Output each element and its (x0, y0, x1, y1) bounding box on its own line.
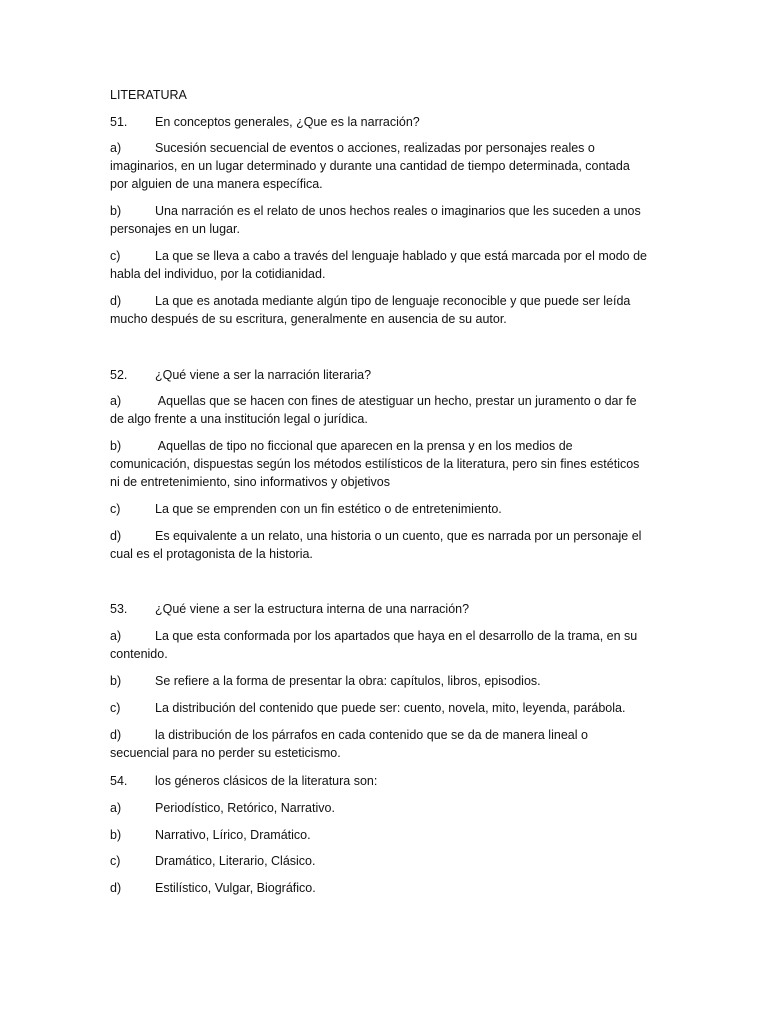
option-letter: b) (110, 828, 122, 842)
option-53-a-line-2 (110, 645, 662, 663)
option-line: personajes en un lugar. (110, 222, 240, 236)
option-line: Estilístico, Vulgar, Biográfico. (155, 881, 316, 895)
option-line: Narrativo, Lírico, Dramático. (155, 828, 311, 842)
question-51 (110, 113, 662, 131)
option-letter: b) (110, 204, 122, 218)
option-letter: d) (110, 881, 122, 895)
option-51-a-line-3 (110, 175, 662, 193)
option-letter: c) (110, 249, 121, 263)
option-line: por alguien de una manera específica. (110, 177, 323, 191)
option-53-c (110, 699, 662, 717)
option-51-b (110, 202, 662, 220)
option-line: Aquellas de tipo no ficcional que aparecen en la prensa y en los medios de (155, 439, 573, 453)
question-53 (110, 600, 662, 618)
option-52-d (110, 527, 662, 545)
question-number: 51. (110, 115, 128, 129)
option-letter: a) (110, 141, 122, 155)
option-line: Se refiere a la forma de presentar la obra: capítulos, libros, episodios. (155, 674, 541, 688)
option-line: La que es anotada mediante algún tipo de lenguaje reconocible y que puede ser leída (155, 294, 631, 308)
option-line: Es equivalente a un relato, una historia o un cuento, que es narrada por un personaje el (155, 529, 642, 543)
option-letter: d) (110, 728, 122, 742)
option-52-a-line-2 (110, 410, 662, 428)
option-line: La que se lleva a cabo a través del lenguaje hablado y que está marcada por el modo de (155, 249, 647, 263)
option-line: cual es el protagonista de la historia. (110, 547, 313, 561)
option-letter: a) (110, 629, 122, 643)
option-52-b-line-3 (110, 473, 662, 491)
option-line: contenido. (110, 647, 168, 661)
question-text: ¿Qué viene a ser la estructura interna de una narración? (155, 602, 470, 616)
option-letter: b) (110, 439, 122, 453)
option-52-b-line-2 (110, 455, 662, 473)
option-line: ni de entretenimiento, sino informativos y objetivos (110, 475, 391, 489)
option-letter: c) (110, 502, 121, 516)
option-53-d-line-2 (110, 744, 662, 762)
option-letter: b) (110, 674, 122, 688)
question-54 (110, 772, 662, 790)
option-54-a (110, 799, 662, 817)
option-53-a (110, 627, 662, 645)
option-52-b (110, 437, 662, 455)
question-text: los géneros clásicos de la literatura son: (155, 774, 378, 788)
option-line: Periodístico, Retórico, Narrativo. (155, 801, 335, 815)
option-line: de algo frente a una institución legal o jurídica. (110, 412, 368, 426)
option-line: Aquellas que se hacen con fines de atestiguar un hecho, prestar un juramento o dar fe (155, 394, 637, 408)
option-line: comunicación, dispuestas según los métodos estilísticos de la literatura, pero sin fines estéticos (110, 457, 640, 471)
option-line: la distribución de los párrafos en cada contenido que se da de manera lineal o (155, 728, 588, 742)
question-text: En conceptos generales, ¿Que es la narración? (155, 115, 420, 129)
question-number: 54. (110, 774, 128, 788)
option-51-d-line-2 (110, 310, 662, 328)
option-51-d (110, 292, 662, 310)
option-51-a (110, 139, 662, 157)
option-52-c (110, 500, 662, 518)
option-letter: a) (110, 394, 122, 408)
option-letter: c) (110, 854, 121, 868)
option-line: Una narración es el relato de unos hechos reales o imaginarios que les suceden a unos (155, 204, 641, 218)
option-52-a (110, 392, 662, 410)
option-line: La distribución del contenido que puede ser: cuento, novela, mito, leyenda, parábola. (155, 701, 626, 715)
question-52 (110, 366, 662, 384)
option-line: imaginarios, en un lugar determinado y durante una cantidad de tiempo determinada, contada (110, 159, 630, 173)
option-letter: c) (110, 701, 121, 715)
option-line: Dramático, Literario, Clásico. (155, 854, 316, 868)
option-51-a-line-2 (110, 157, 662, 175)
option-line: mucho después de su escritura, generalmente en ausencia de su autor. (110, 312, 507, 326)
option-line: La que se emprenden con un fin estético o de entretenimiento. (155, 502, 502, 516)
option-54-c (110, 852, 662, 870)
option-51-b-line-2 (110, 220, 662, 238)
question-text: ¿Qué viene a ser la narración literaria? (155, 368, 372, 382)
option-54-b (110, 826, 662, 844)
option-letter: d) (110, 294, 122, 308)
option-53-d (110, 726, 662, 744)
option-line: secuencial para no perder su esteticismo. (110, 746, 341, 760)
question-number: 52. (110, 368, 128, 382)
option-51-c (110, 247, 662, 265)
option-letter: a) (110, 801, 122, 815)
option-54-d (110, 879, 662, 897)
option-letter: d) (110, 529, 122, 543)
document-title: LITERATURA (110, 88, 187, 102)
option-53-b (110, 672, 662, 690)
question-number: 53. (110, 602, 128, 616)
option-51-c-line-2 (110, 265, 662, 283)
option-line: Sucesión secuencial de eventos o acciones, realizadas por personajes reales o (155, 141, 595, 155)
option-line: La que esta conformada por los apartados que haya en el desarrollo de la trama, en su (155, 629, 638, 643)
option-52-d-line-2 (110, 545, 662, 563)
option-line: habla del individuo, por la cotidianidad. (110, 267, 326, 281)
